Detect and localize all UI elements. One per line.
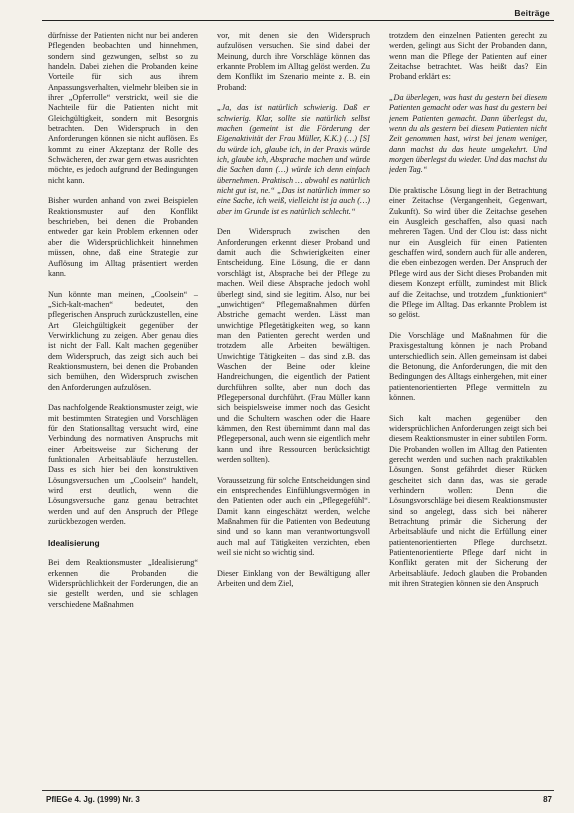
paragraph: Das nachfolgende Reaktionsmuster zeigt, wie mit bestimmten Strategien und Vorschlägen für den Stationsalltag versucht wird, eine Verbindung des normativen Anspruchs mit einer Arbeitsweise zur Sicherung der funktionalen Arbeitsabläufe herzustellen. Dass es sich hier bei den konstruktiven Lösungsversuchen um „Coolsein“ handelt, wird erst deutlich, wenn die Lösungsversuche ganz genau betrachtet werden und auf den Anspruch der Pflege zurückbezogen werden.	[48, 403, 198, 527]
text-column-2	[217, 31, 370, 786]
footer-rule	[42, 790, 554, 791]
paragraph: Voraussetzung für solche Entscheidungen sind ein entsprechendes Einfühlungsvermögen in den Patienten oder auch ein „Pflegegefühl“. Damit kann eingeschätzt werden, welche Maßnahmen für die Patienten von Bedeutung sind und so kann man verantwortungsvoll auch mal auf Tätigkeiten verzichten, eben weil sie nicht so wichtig sind.	[217, 475, 370, 558]
paragraph: Dieser Einklang von der Bewältigung aller Arbeiten und dem Ziel,	[217, 568, 370, 589]
interview-quote: „Da überlegen, was hast du gestern bei diesem Patienten gemacht oder was hast du gestern bei jenem Patienten gemacht. Dann überlegst du, wenn du als gestern bei diesem Patienten nicht Zeit genommen hast, wirst bei jenem weniger, dann machst du das heute umgekehrt. Und morgen überlegst du wieder. Und das machst du jeden Tag.“	[389, 93, 547, 175]
paragraph: Den Widerspruch zwischen den Anforderungen erkennt dieser Proband und damit auch die Schwierigkeiten einer Entscheidung. Eine Lösung, die er dann vorschlägt ist, Absprache bei der Pflege zu machen. Weil diese Absprache jedoch wohl überlegt sind, sind sie legitim. Also, nur bei „unwichtigen“ Pflegemaßnahmen dürfen Abstriche gemacht werden. Lässt man unwichtige Pflegetätigkeiten weg, so kann man den Patienten gerecht werden und trotzdem alle Arbeiten bewältigen. Unwichtige Tätigkeiten – das sind z.B. das Waschen der Beine oder kleine Handreichungen, die eigentlich der Patient durchführen sollte, aber nun doch das Pflegepersonal durchführt. (Frau Müller kann sich beispielsweise immer noch das Gesicht und die Schultern waschen oder die Haare kämmen, den Rest übernimmt dann mal das Pflegepersonal, auch wenn sie eigentlich mehr kann und ihre Ressourcen berücksichtigt werden sollten).	[217, 227, 370, 464]
text-column-3	[389, 31, 547, 786]
paragraph: vor, mit denen sie den Widerspruch aufzulösen versuchen. Sie sind dabei der Meinung, durch ihre Vorschläge können das erkannte Problem im Alltag gelöst werden. Zu dem Konflikt im Szenario meinte z. B. ein Proband:	[217, 31, 370, 92]
page-number: 87	[543, 795, 552, 804]
paragraph: Die praktische Lösung liegt in der Betrachtung einer Zeitachse (Vergangenheit, Gegenwart, Zukunft). So wird über die Zeitachse gesehen ein Ausgleich geschaffen, also quasi nach mehreren Tagen. Und der Clou ist: dass nicht nur ein Ausgleich für einen Patienten geschaffen wird, sondern auch für alle anderen, die eben einbezogen werden. Der Anspruch der Pflege wird aus der Sicht dieses Probanden mit diesem Konzept erfüllt, zumindest mit Blick auf die Zeitachse, und trotzdem „funktioniert“ die Pflege im Alltag. Das erkannte Problem ist so gelöst.	[389, 186, 547, 320]
header-rule	[42, 20, 554, 21]
interview-quote: „Ja, das ist natürlich schwierig. Daß er schwierig. Klar, sollte sie natürlich selbst machen (gemeint ist die Förderung der Eigenaktivität der Frau Müller, K.K.) (…) [S] du würde ich, glaube ich, in der Praxis würde ich, glaube ich, Absprache machen und würde die Sachen dann (…) würde ich denn einfach übernehmen. Praktisch … abwohl es natürlich nicht gut ist, ne.“ „Das ist natürlich immer so eine Sache, ich weiß, vielleicht ist ja auch (…) aber im Grunde ist es natürlich schlecht.“	[217, 103, 370, 216]
paragraph: Die Vorschläge und Maßnahmen für die Praxisgestaltung können je nach Proband unterschiedlich sein. Allen gemeinsam ist dabei die Betonung, die Anforderungen, die mit den Bedingungen des Alltags einhergehen, mit einer patientenorientierten Pflege vermitteln zu können.	[389, 330, 547, 402]
subheading: Idealisierung	[48, 537, 100, 548]
paragraph: dürfnisse der Patienten nicht nur bei anderen Pflegenden beobachten und hinnehmen, sondern sind gezwungen, selbst so zu handeln. Dabei ziehen die Probanden keine Vorteile für sich aus ihrem Anpassungsverhalten, vielmehr bleiben sie in ihrer „Opferrolle“ verstrickt, weil sie die Nachteile für die Patienten nicht mit Gleichgültigkeit, sondern mit Besorgnis betrachten. Den Widerspruch in den Anforderungen können sie nicht auflösen. Es kommt zu einer Akzeptanz der Rolle des Schwächeren, der zwar gern etwas ausrichten möchte, es jedoch aufgrund der Bedingungen nicht kann.	[48, 31, 198, 185]
paragraph: trotzdem den einzelnen Patienten gerecht zu werden, gelingt aus Sicht der Probanden dann, wenn man die Pflege der Patienten auf einer Zeitachse betrachtet. Was heißt das? Ein Proband erklärt es:	[389, 31, 547, 82]
paragraph: Sich kalt machen gegenüber den widersprüchlichen Anforderungen zeigt sich bei diesem Reaktionsmuster in einer subtilen Form. Die Probanden wollen im Alltag den Patienten gerecht werden und suchen nach praktikablen Lösungen. Sonst gefährdet dieser Rücken gescheitet sich dann das, was sie gerade verhindern wollen: Denn die Lösungsvorschläge bei diesem Reaktionsmuster sind so angelegt, dass sich bei näherer Betrachtung primär die Sicherung der Arbeitsabläufe und nicht die Erfüllung einer patientenorientierten Pflege durchsetzt. Patientenorientierte Pflege darf nicht in Konflikt geraten mit der Sicherung der Arbeitsabläufe. Jedoch glauben die Probanden mit ihren Strategien können sie den Anspruch	[389, 413, 547, 589]
paragraph: Bisher wurden anhand von zwei Beispielen Reaktionsmuster auf den Konflikt beschrieben, bei denen die Probanden entweder gar kein Problem erkennen oder aber die Widersprüchlichkeit hinnehmen müssen, ohne, daß eine Strategie zur Auflösung im Alltag präsentiert werden kann.	[48, 196, 198, 278]
journal-citation: PflEGe 4. Jg. (1999) Nr. 3	[46, 795, 140, 804]
paragraph: Nun könnte man meinen, „Coolsein“ – „Sich-kalt-machen“ bedeutet, den pflegerischen Anspruch zurückzustellen, eine Art Gleichgültigkeit gegenüber der Verwirklichung zu zeigen. Aber genau dies ist nicht der Fall. Kalt machen gegenüber dem Widerspruch, das zeigt sich auch bei Reaktionsmustern, bei denen die Probanden sich bemühen, den Widerspruch zwischen den Anforderungen aufzulösen.	[48, 289, 198, 392]
paragraph: Bei dem Reaktionsmuster „Idealisierung“ erkennen die Probanden die Widersprüchlichkeit der Forderungen, die an sie gestellt werden, und sie schlagen verschiedene Maßnahmen	[48, 558, 198, 609]
text-column-1	[48, 31, 198, 786]
section-label: Beiträge	[514, 8, 550, 18]
